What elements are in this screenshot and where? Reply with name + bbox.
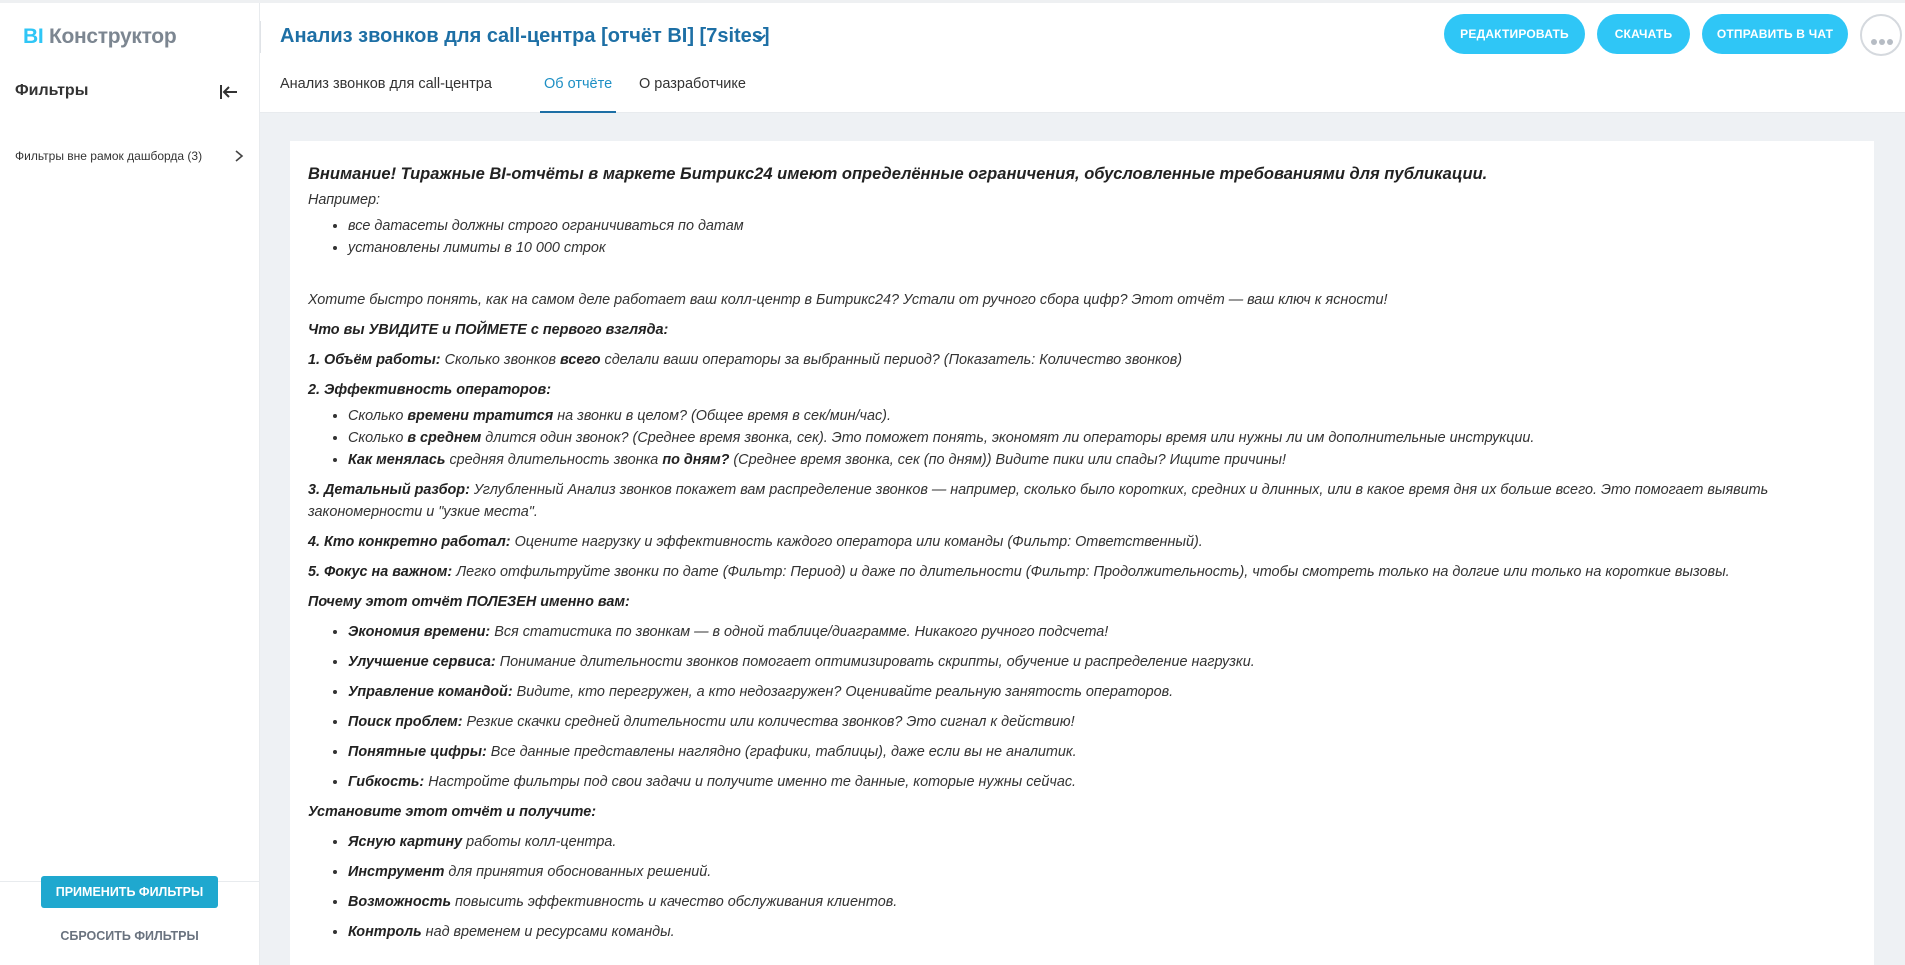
- collapse-sidebar-button[interactable]: [218, 81, 240, 103]
- logo-bi: BI: [23, 25, 44, 48]
- main-area: [260, 113, 1905, 965]
- list-item: • установлены лимиты в 10 000 строк: [348, 237, 1856, 259]
- list-item: • все датасеты должны строго ограничиваться по датам: [348, 215, 1856, 237]
- list-item: • Экономия времени: Вся статистика по звонкам — в одной таблице/диаграмме. Никакого ручного подсчета!: [348, 621, 1856, 643]
- list-item: • Сколько времени тратится на звонки в целом? (Общее время в сек/мин/час).: [348, 405, 1856, 427]
- point-4: 4. Кто конкретно работал: Оцените нагрузку и эффективность каждого оператора или команды (Фильтр: Ответственный).: [308, 534, 1203, 550]
- report-title[interactable]: Анализ звонков для call-центра [отчёт BI] [7sites]: [280, 25, 770, 47]
- why-heading: Почему этот отчёт ПОЛЕЗЕН именно вам:: [308, 594, 630, 610]
- list-item: • Возможность повысить эффективность и качество обслуживания клиентов.: [348, 891, 1856, 913]
- app-logo[interactable]: [23, 25, 176, 49]
- list-item: • Инструмент для принятия обоснованных решений.: [348, 861, 1856, 883]
- report-header: [260, 3, 1905, 113]
- list-item: • Гибкость: Настройте фильтры под свои задачи и получите именно те данные, которые нужны сейчас.: [348, 771, 1856, 793]
- see-heading: Что вы УВИДИТЕ и ПОЙМЕТЕ с первого взгляда:: [308, 322, 669, 338]
- collapse-left-icon: [218, 81, 240, 103]
- list-item: • Сколько в среднем длится один звонок? (Среднее время звонка, сек). Это поможет понять, экономят ли операторы время или нужны ли им дополнительные инструкции.: [348, 427, 1856, 449]
- more-dots-icon: [1871, 32, 1895, 50]
- send-to-chat-button[interactable]: ОТПРАВИТЬ В ЧАТ: [1702, 14, 1848, 54]
- warning-heading: Внимание! Тиражные BI-отчёты в маркете Битрикс24 имеют определённые ограничения, обусловленные требованиями для публикации.: [308, 165, 1488, 183]
- edit-button[interactable]: РЕДАКТИРОВАТЬ: [1444, 14, 1585, 54]
- why-list: [348, 621, 1856, 793]
- report-description-card: [290, 141, 1874, 965]
- install-heading: Установите этот отчёт и получите:: [308, 804, 597, 820]
- example-label: Например:: [308, 192, 381, 208]
- point-3: 3. Детальный разбор: Углубленный Анализ звонков покажет вам распределение звонков — например, сколько было коротких, средних и длинных, или в какое время дня их больше всего. Это помогает выявить закономерности и "узкие места".: [308, 482, 1769, 520]
- point-1: 1. Объём работы: Сколько звонков всего сделали ваши операторы за выбранный период? (Показатель: Количество звонков): [308, 352, 1183, 368]
- more-options-button[interactable]: [1860, 14, 1902, 56]
- point-5: 5. Фокус на важном: Легко отфильтруйте звонки по дате (Фильтр: Период) и даже по длительности (Фильтр: Продолжительность), чтобы смотреть только на долгие или только на короткие вызовы.: [308, 564, 1730, 580]
- list-item: • Как менялась средняя длительность звонка по дням? (Среднее время звонка, сек (по дням)) Видите пики или спады? Ищите причины!: [348, 449, 1856, 471]
- list-item: • Поиск проблем: Резкие скачки средней длительности или количества звонков? Это сигнал к действию!: [348, 711, 1856, 733]
- filter-group-label: Фильтры вне рамок дашборда (3): [15, 149, 203, 163]
- chevron-down-icon[interactable]: [753, 33, 767, 43]
- point-2: 2. Эффективность операторов:: [308, 382, 552, 398]
- list-item: • Ясную картину работы колл-центра.: [348, 831, 1856, 853]
- limits-list: [348, 215, 1856, 259]
- list-item: • Улучшение сервиса: Понимание длительности звонков помогает оптимизировать скрипты, обучение и распределение нагрузки.: [348, 651, 1856, 673]
- filters-sidebar: [0, 3, 260, 965]
- tab-call-analysis[interactable]: Анализ звонков для call-центра: [280, 76, 492, 92]
- filter-group-outside-dashboard[interactable]: [15, 145, 245, 167]
- tab-about-report[interactable]: Об отчёте: [540, 71, 616, 113]
- reset-filters-button[interactable]: СБРОСИТЬ ФИЛЬТРЫ: [41, 925, 218, 947]
- logo-text: Конструктор: [48, 25, 177, 48]
- header-separator: [260, 21, 261, 53]
- apply-filters-button[interactable]: ПРИМЕНИТЬ ФИЛЬТРЫ: [41, 876, 218, 908]
- list-item: • Контроль над временем и ресурсами команды.: [348, 921, 1856, 943]
- intro-text: Хотите быстро понять, как на самом деле работает ваш колл-центр в Битрикс24? Устали от ручного сбора цифр? Этот отчёт — ваш ключ к ясности!: [308, 292, 1388, 308]
- chevron-right-icon: [233, 149, 245, 163]
- list-item: • Управление командой: Видите, кто перегружен, а кто недозагружен? Оценивайте реальную занятость операторов.: [348, 681, 1856, 703]
- list-item: • Понятные цифры: Все данные представлены наглядно (графики, таблицы), даже если вы не аналитик.: [348, 741, 1856, 763]
- install-list: [348, 831, 1856, 943]
- efficiency-list: [348, 405, 1856, 471]
- tab-about-developer[interactable]: О разработчике: [639, 76, 746, 92]
- report-description: [308, 163, 1856, 943]
- download-button[interactable]: СКАЧАТЬ: [1597, 14, 1690, 54]
- filters-title: Фильтры: [15, 82, 89, 99]
